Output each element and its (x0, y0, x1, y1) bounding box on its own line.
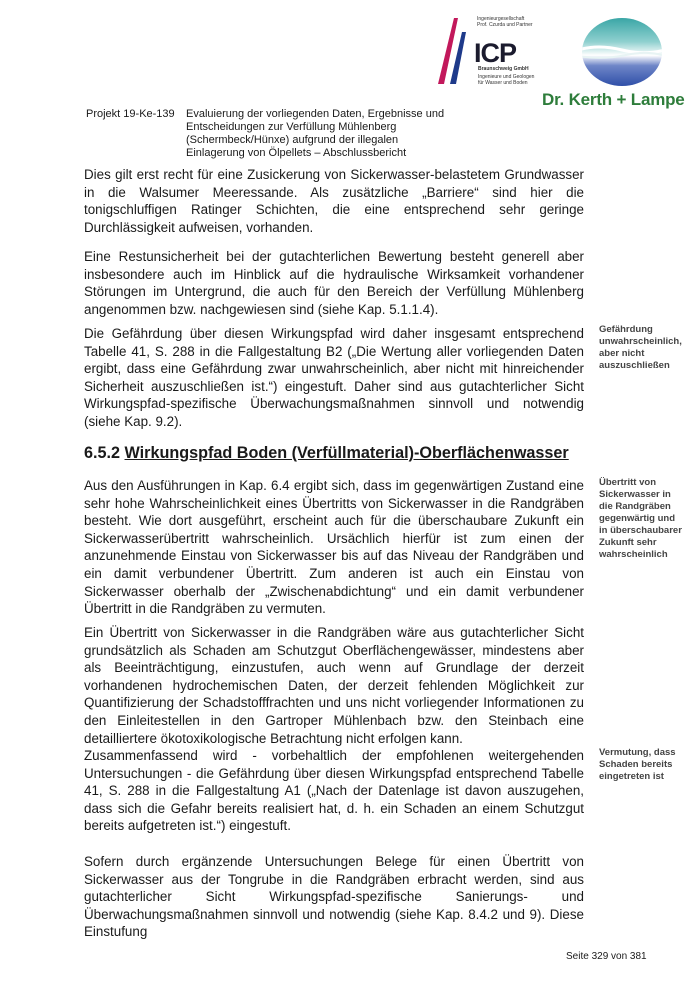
body-paragraph: Zusammenfassend wird - vorbehaltlich der empfohlenen weitergehenden Untersuchungen - die Gefährdung über diesen Wirkungspfad entsprechend Tabelle 41, S. 288 in die Fallgestaltung A1 („Nach der Datenlage ist davon auszugehen, dass sich die Gefahr bereits realisiert hat, d. h. ein Schaden an einem Schutzgut bereits aufgetreten ist.“) eingestuft. (84, 748, 584, 834)
body-paragraph: Aus den Ausführungen in Kap. 6.4 ergibt sich, dass im gegenwärtigen Zustand eine sehr hohe Wahrscheinlichkeit eines Übertritts von Sickerwasser in die Randgräben besteht. Wie dort ausgeführt, erscheint auch für die überschaubare Zukunft ein Sickerwasserübertritt wahrscheinlich. Ursächlich hierfür ist zum einen der anzunehmende Einstau von Sickerwasser bis auf das Niveau der Randgräben und ein damit verbundener Übertritt. Zum anderen ist auch ein Einstau von Sickerwasser oberhalb der „Zwischenabdichtung“ und ein damit verbundener Übertritt in die Randgräben zu vermuten. (84, 478, 584, 617)
section-number: 6.5.2 (84, 444, 121, 462)
margin-note: Übertritt von Sickerwasser in die Randgräben gegenwärtig und in überschaubarer Zukunft sehr wahrscheinlich (599, 477, 682, 560)
icp-firm-line1: Ingenieurgesellschaft (477, 16, 525, 22)
section-heading (84, 444, 569, 463)
icp-sub-line2: für Wasser und Boden (478, 80, 528, 86)
icp-city: Braunschweig GmbH (478, 66, 529, 72)
body-paragraph: Sofern durch ergänzende Untersuchungen Belege für einen Übertritt von Sickerwasser aus der Tongrube in die Randgräben erbracht werden, sind aus gutachterlicher Sicht Wirkungspfad-spezifische Sanierungs- und Überwachungsmaßnahmen sinnvoll und notwendig (siehe Kap. 8.4.2 und 9). Diese Einstufung (84, 854, 584, 940)
icp-logo-text: ICP (474, 38, 517, 68)
margin-note: Vermutung, dass Schaden bereits eingetreten ist (599, 747, 676, 782)
body-paragraph: Eine Restunsicherheit bei der gutachterlichen Bewertung besteht generell aber insbesondere auch im Hinblick auf die hydraulische Wirksamkeit vorhandener Störungen im Untergrund, die auch für den Bereich der Verfüllung Mühlenberg angenommen bzw. nachgewiesen sind (siehe Kap. 5.1.1.4). (84, 249, 584, 317)
body-paragraph: Die Gefährdung über diesen Wirkungspfad wird daher insgesamt entsprechend Tabelle 41, S. 288 in die Fallgestaltung B2 („Die Wertung aller vorliegenden Daten ergibt, dass eine Gefährdung zwar unwahrscheinlich, aber nicht mit hinreichender Sicherheit auszuschließen ist.“) eingestuft. Daher sind aus gutachterlicher Sicht Wirkungspfad-spezifische Überwachungsmaßnahmen sinnvoll und notwendig (siehe Kap. 9.2). (84, 326, 584, 429)
page-number: Seite 329 von 381 (566, 951, 647, 962)
body-paragraph: Dies gilt erst recht für eine Zusickerung von Sickerwasser-belastetem Grundwasser in die Walsumer Meeressande. Als zusätzliche „Barriere“ sind hier die tonigschluffigen Ratinger Schichten, die eine entsprechend sehr geringe Durchlässigkeit aufweisen, vorhanden. (84, 167, 584, 235)
margin-note: Gefährdung unwahrscheinlich, aber nicht auszuschließen (599, 324, 682, 371)
project-number: Projekt 19-Ke-139 (86, 108, 175, 120)
kerth-lampe-logo-graphic (568, 16, 676, 88)
body-paragraph: Ein Übertritt von Sickerwasser in die Randgräben wäre aus gutachterlicher Sicht grundsätzlich als Schaden am Schutzgut Oberflächengewässer, mindestens aber als Beeinträchtigung, einzustufen, auch wenn auf Grundlage der derzeit vorhandenen hydrochemischen Daten, der derzeit fehlenden Möglichkeit zur Quantifizierung der Schadstofffrachten und uns nicht vorliegender Informationen zu den Einleitestellen in den Gartroper Mühlenbach bzw. den Steinbach eine detailliertere ökotoxikologische Betrachtung nicht erfolgen kann. (84, 625, 584, 746)
icp-firm-line2: Prof. Czurda und Partner (477, 22, 533, 28)
kerth-lampe-logo-text: Dr. Kerth + Lampe (542, 90, 685, 109)
project-title: Evaluierung der vorliegenden Daten, Ergebnisse und Entscheidungen zur Verfüllung Mühlenberg (Schermbeck/Hünxe) aufgrund der illegalen Einlagerung von Ölpellets – Abschlussbericht (186, 108, 445, 159)
icp-sub-line1: Ingenieure und Geologen (478, 74, 535, 80)
section-title: Wirkungspfad Boden (Verfüllmaterial)-Oberflächenwasser (124, 444, 569, 462)
